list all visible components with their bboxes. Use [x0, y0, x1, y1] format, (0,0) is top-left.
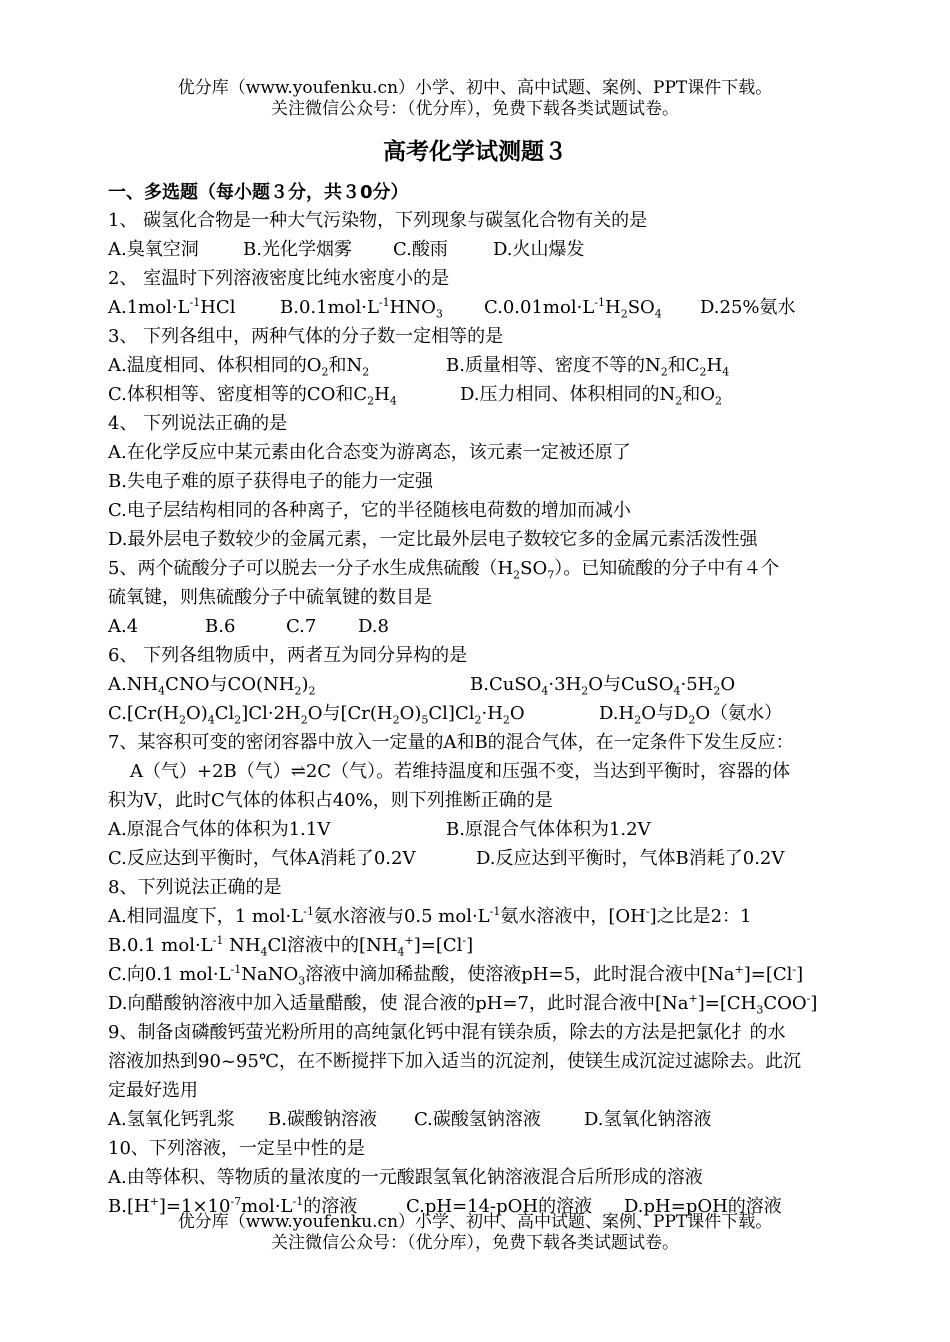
text-segment: B.质量相等、密度不等的$N_2$和$C_2H_4$	[446, 355, 730, 379]
text-line	[108, 1018, 853, 1047]
text-line	[108, 612, 853, 641]
text-segment: 定最好选用	[108, 1080, 198, 1101]
text-segment: 硫氧键，则焦硫酸分子中硫氧键的数目是	[108, 587, 432, 608]
text-segment: $B.[H^+]=1\times 10^{-7}mol\cdot L^{-1}$的溶液	[108, 1195, 358, 1217]
text-segment: 5、两个硫酸分子可以脱去一分子水生成焦硫酸$(H_2SO_7)$。已知硫酸的分子中有４个	[108, 558, 780, 582]
text-segment: 7、某容积可变的密闭容器中放入一定量的A和B的混合气体，在一定条件下发生反应：	[108, 732, 794, 753]
text-line	[108, 583, 853, 612]
text-segment: D.pH=pOH的溶液	[624, 1196, 782, 1217]
text-segment: A.相同温度下，1 $mol\cdot L^{-1}$氨水溶液与0.5 $mol\cdot L^{-1}$氨水溶液中，[OH-]之比是2：1	[108, 905, 752, 927]
text-segment: 4、 下列说法正确的是	[108, 413, 288, 434]
text-line	[108, 960, 853, 989]
text-segment: D.压力相同、体积相同的$N_2$和$O_2$	[460, 384, 723, 408]
text-segment: 9、制备卤磷酸钙萤光粉所用的高纯氯化钙中混有镁杂质，除去的方法是把氯化扌的水	[108, 1022, 786, 1043]
text-line	[108, 409, 853, 438]
text-segment: D.氢氧化钠溶液	[584, 1109, 712, 1130]
header-line-1: 优分库（www.youfenku.cn）小学、初中、高中试题、案例、PPT课件下载。	[177, 78, 773, 98]
text-line	[108, 293, 853, 322]
text-line	[108, 206, 853, 235]
text-segment: B.6	[205, 616, 236, 637]
text-line	[108, 322, 853, 351]
text-line	[108, 728, 853, 757]
text-line	[108, 496, 853, 525]
text-line	[108, 757, 853, 786]
text-line	[108, 264, 853, 293]
text-line	[108, 815, 853, 844]
text-segment: C.电子层结构相同的各种离子，它的半径随核电荷数的增加而减小	[108, 500, 631, 521]
text-line	[108, 902, 853, 931]
text-segment: A.在化学反应中某元素由化合态变为游离态，该元素一定被还原了	[108, 442, 631, 463]
text-segment: B.光化学烟雾	[243, 239, 352, 260]
text-segment: C.酸雨	[393, 239, 448, 260]
text-line	[108, 525, 853, 554]
text-segment: B.0.1 $mol\cdot L^{-1}$ $NH_4Cl$溶液中的$[NH_4^+]=[Cl^-]$	[108, 934, 474, 959]
text-segment: C.碳酸氢钠溶液	[414, 1109, 541, 1130]
text-line	[108, 844, 853, 873]
question-list	[108, 206, 853, 1221]
text-segment: $A.1mol\cdot L^{-1}HCl$	[108, 296, 236, 318]
text-segment: $A.NH_4CNO$与$CO(NH_2)_2$	[108, 674, 316, 698]
footer-line-2: 关注微信公众号：（优分库），免费下载各类试题试卷。	[271, 1233, 679, 1253]
text-segment: A.温度相同、体积相同的$O_2$和$N_2$	[108, 355, 370, 379]
text-segment: B.失电子难的原子获得电子的能力一定强	[108, 471, 433, 492]
text-line	[108, 786, 853, 815]
text-line	[108, 235, 853, 264]
section-heading: 一、多选题（每小题３分，共３0分）	[108, 182, 409, 203]
text-line	[108, 554, 853, 583]
text-line	[108, 989, 853, 1018]
text-segment: 6、 下列各组物质中，两者互为同分异构的是	[108, 645, 468, 666]
text-segment: C.向0.1 $mol\cdot L^{-1}NaNO_3$溶液中滴加稀盐酸，使溶液pH=5，此时混合液中[Na+]=[Cl-]	[108, 963, 804, 988]
text-segment: 10、下列溶液，一定呈中性的是	[108, 1138, 365, 1159]
page-title: 高考化学试测题３	[383, 139, 567, 165]
text-segment: A.臭氧空洞	[108, 239, 199, 260]
text-segment: A（气）+2B（气）⇌2C（气）。若维持温度和压强不变，当达到平衡时，容器的体	[130, 761, 791, 782]
text-segment: 8、下列说法正确的是	[108, 877, 282, 898]
text-segment: A.由等体积、等物质的量浓度的一元酸跟氢氧化钠溶液混合后所形成的溶液	[108, 1167, 703, 1188]
text-segment: 3、 下列各组中，两种气体的分子数一定相等的是	[108, 326, 504, 347]
text-segment: D.火山爆发	[493, 239, 585, 260]
text-line	[108, 438, 853, 467]
text-segment: D.最外层电子数较少的金属元素，一定比最外层电子数较它多的金属元素活泼性强	[108, 529, 758, 550]
text-segment: A.4	[108, 616, 139, 637]
text-segment: D.向醋酸钠溶液中加入适量醋酸，使 混合液的pH=7，此时混合液中$[Na^+]=[CH_3COO^-]$	[108, 992, 818, 1017]
text-segment: $C.0.01mol\cdot L^{-1}H_2SO_4$	[484, 296, 662, 321]
text-segment: D.8	[358, 616, 389, 637]
text-line	[108, 467, 853, 496]
text-line	[108, 931, 853, 960]
footer-line-1: 优分库（www.youfenku.cn）小学、初中、高中试题、案例、PPT课件下载。	[177, 1212, 773, 1232]
text-line	[108, 1047, 853, 1076]
text-line	[108, 670, 853, 699]
text-segment: C.体积相等、密度相等的CO和$C_2H_4$	[108, 384, 397, 408]
text-segment: A.氢氧化钙乳浆	[108, 1109, 235, 1130]
text-line	[108, 1105, 853, 1134]
text-segment: 1、 碳氢化合物是一种大气污染物，下列现象与碳氢化合物有关的是	[108, 210, 648, 231]
text-segment: $C.[Cr(H_2O)_4Cl_2]Cl\cdot 2H_2O$与$[Cr(H_2O)_5Cl]Cl_2\cdot H_2O$	[108, 703, 525, 727]
text-segment: B.碳酸钠溶液	[268, 1109, 377, 1130]
text-line	[108, 699, 853, 728]
text-segment: 积为V，此时C气体的体积占40%，则下列推断正确的是	[108, 790, 553, 811]
text-segment: B.原混合气体体积为1.2V	[446, 819, 651, 840]
text-segment: 2、 室温时下列溶液密度比纯水密度小的是	[108, 268, 450, 289]
text-segment: C.反应达到平衡时，气体A消耗了0.2V	[108, 848, 416, 869]
text-line	[108, 351, 853, 380]
text-segment: C.7	[286, 616, 317, 637]
text-segment: A.原混合气体的体积为1.1V	[108, 819, 331, 840]
text-line	[108, 873, 853, 902]
text-line	[108, 1134, 853, 1163]
text-segment: $B.0.1mol\cdot L^{-1}HNO_3$	[280, 296, 443, 321]
text-line	[108, 1163, 853, 1192]
text-line	[108, 380, 853, 409]
text-segment: 溶液加热到90~95℃，在不断搅拌下加入适当的沉淀剂，使镁生成沉淀过滤除去。此沉	[108, 1051, 802, 1072]
text-segment: $D.H_2O$与$D_2O$（氨水）	[599, 703, 783, 727]
text-segment: $B.CuSO_4\cdot 3H_2O$与$CuSO_4\cdot 5H_2O$	[470, 674, 736, 698]
text-line	[108, 641, 853, 670]
text-segment: D.25%氨水	[700, 297, 796, 318]
text-segment: D.反应达到平衡时，气体B消耗了0.2V	[476, 848, 785, 869]
text-line	[108, 1076, 853, 1105]
text-segment: C.pH=14-pOH的溶液	[406, 1196, 593, 1217]
header-line-2: 关注微信公众号：（优分库），免费下载各类试题试卷。	[271, 99, 679, 119]
